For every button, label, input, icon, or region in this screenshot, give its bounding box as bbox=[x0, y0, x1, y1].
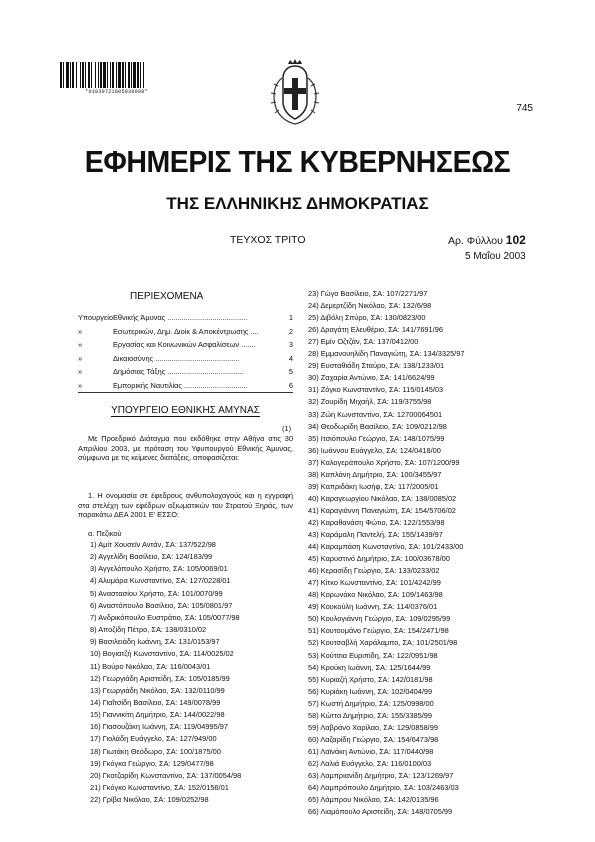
contents-row bbox=[78, 340, 293, 349]
list-item: 44) Καραμπάση Κωνσταντίνο, ΣΑ: 101/2433/00 bbox=[308, 542, 464, 552]
list-item: 41) Καραγιάννη Παναγιώτη, ΣΑ: 154/5706/02 bbox=[308, 505, 456, 515]
list-item: 17) Γιολάδη Ευάγγελο, ΣΑ: 127/949/00 bbox=[90, 734, 217, 744]
gazette-subtitle: ΤΗΣ ΕΛΛΗΝΙΚΗΣ ΔΗΜΟΚΡΑΤΙΑΣ bbox=[166, 194, 429, 213]
list-item: 4) Αλυμάρα Κωνσταντίνο, ΣΑ: 127/0228/01 bbox=[90, 576, 231, 586]
barcode-digits: *01030721805030008* bbox=[85, 89, 148, 95]
list-item: 12) Γεωργιάδη Αριστείδη, ΣΑ: 105/0185/99 bbox=[90, 673, 230, 683]
contents-ministry-prefix: » bbox=[78, 380, 83, 390]
list-item: 42) Καραθανάση Φώτιο, ΣΑ: 122/1553/98 bbox=[308, 517, 445, 527]
contents-ministry-prefix: » bbox=[78, 367, 83, 376]
list-item: 58) Κώττα Δημήτριο, ΣΑ: 155/3385/99 bbox=[308, 710, 432, 720]
ministry-heading bbox=[78, 405, 293, 416]
list-item: 64) Λαμπρόπουλο Δημήτριο, ΣΑ: 103/2463/03 bbox=[308, 783, 459, 793]
list-item: 20) Γκοτζαρίδη Κωνσταντίνο, ΣΑ: 137/0054/98 bbox=[90, 770, 242, 780]
list-item: 9) Βασιλειάδη Ιωάννη, ΣΑ: 131/0153/97 bbox=[90, 637, 220, 647]
list-item: 30) Ζαχαρία Αντώνιο, ΣΑ: 141/6624/99 bbox=[308, 373, 435, 383]
list-item: 59) Λαβράνο Χαρίλαο, ΣΑ: 129/0858/99 bbox=[308, 722, 438, 732]
list-item: 66) Λιαμόπουλο Αριστείδη, ΣΑ: 148/0705/99 bbox=[308, 807, 453, 817]
contents-row bbox=[78, 381, 293, 390]
contents-heading: ΠΕΡΙΕΧΟΜΕΝΑ bbox=[130, 291, 204, 302]
contents-page-number: 6 bbox=[288, 380, 293, 390]
list-item: 35) Ιτσιόπουλο Γεώργιο, ΣΑ: 148/1075/99 bbox=[308, 433, 445, 443]
decision-number: (1) bbox=[282, 424, 292, 433]
contents-ministry-name: Δικαιοσύνης ......................................... bbox=[113, 353, 240, 363]
list-item: 32) Ζουρίδη Μιχαήλ, ΣΑ: 119/3755/98 bbox=[308, 397, 432, 407]
list-item: 23) Γώγο Βασίλειο, ΣΑ: 107/2271/97 bbox=[308, 289, 428, 298]
contents-ministry-prefix: » bbox=[78, 326, 83, 336]
list-item: 57) Κωστή Δημήτριο, ΣΑ: 125/0998/00 bbox=[308, 698, 434, 708]
list-item: 19) Γκόγκα Γεώργιο, ΣΑ: 129/0477/98 bbox=[90, 758, 214, 768]
list-item: 36) Ιωάννου Ευάγγελο, ΣΑ: 124/0418/00 bbox=[308, 445, 441, 455]
gazette-title: ΕΦΗΜΕΡΙΣ ΤΗΣ ΚΥΒΕΡΝΗΣΕΩΣ bbox=[84, 144, 511, 179]
list-item: 25) Διβόλη Σπύρο, ΣΑ: 130/0823/00 bbox=[308, 313, 426, 323]
list-item: 53) Κούτσια Ευριπίδη, ΣΑ: 122/0951/98 bbox=[308, 650, 438, 660]
contents-ministry-name: Εργασίας και Κοινωνικών Ασφαλίσεων ....... bbox=[113, 340, 256, 349]
list-item: 26) Δραγάτη Ελευθέριο, ΣΑ: 141/7691/96 bbox=[308, 325, 443, 335]
contents-row bbox=[78, 367, 293, 376]
list-item: 48) Κορωνάκο Νικόλαο, ΣΑ: 109/1463/98 bbox=[308, 590, 443, 600]
page-number: 745 bbox=[516, 103, 533, 114]
infantry-label: α. Πεζικού bbox=[88, 529, 122, 538]
contents-page-number: 4 bbox=[288, 353, 293, 363]
list-item: 16) Γιασουζάκη Ιωάννη, ΣΑ: 119/04995/97 bbox=[90, 722, 228, 732]
contents-ministry-prefix: » bbox=[78, 353, 83, 363]
list-item: 34) Θεοδωρίδη Βασίλειο, ΣΑ: 109/0212/98 bbox=[308, 421, 447, 431]
sheet-number-label bbox=[448, 233, 526, 247]
list-item: 7) Ανδρικόπουλο Ευστράτιο, ΣΑ: 105/0077/98 bbox=[90, 612, 240, 622]
contents-ministry-prefix: Υπουργείο bbox=[78, 313, 114, 322]
list-item: 3) Αγγελόπουλο Χρήστο, ΣΑ: 105/0069/01 bbox=[90, 564, 228, 574]
list-item: 31) Ζόγκο Κωνσταντίνο, ΣΑ: 115/0145/03 bbox=[308, 385, 444, 395]
list-item: 50) Κουλογιάννη Γεώργιο, ΣΑ: 109/0295/99 bbox=[308, 614, 451, 624]
list-item: 39) Καπριδάκη Ιωσήφ, ΣΑ: 117/2005/01 bbox=[308, 481, 439, 491]
list-item: 6) Αναστόπουλο Βασίλειο, ΣΑ: 105/0801/97 bbox=[90, 600, 233, 610]
list-item: 10) Βογιατζή Κωνσταντίνο, ΣΑ: 114/0025/02 bbox=[90, 649, 234, 659]
list-item: 54) Κρούκη Ιωάννη, ΣΑ: 125/1644/99 bbox=[308, 662, 431, 672]
list-item: 43) Καράμαλη Παντελή, ΣΑ: 155/1439/97 bbox=[308, 530, 443, 539]
barcode bbox=[60, 62, 173, 88]
contents-page-number: 5 bbox=[288, 367, 293, 376]
list-item: 5) Αναστασίου Χρήστο, ΣΑ: 101/0070/99 bbox=[90, 588, 223, 598]
list-item: 8) Αποζίδη Πέτρο, ΣΑ: 138/0310/02 bbox=[90, 625, 207, 635]
appointment-paragraph: 1. Η ονομασία σε έφεδρους ανθυπολοχαγούς και η εγγραφή στα στελέχη των εφέδρων αξιωματικών του Στρατού Ξηράς, των παρακάτω ΔΕΑ 2001 Ε' ΕΣΣΟ: bbox=[78, 491, 293, 519]
decree-paragraph: Με Προεδρικό Διάταγμα που εκδόθηκε στην Αθήνα στις 30 Απριλίου 2003, με πρόταση του Υφυπουργού Εθνικής Άμυνας, σύμφωνα με τις κείμενες διατάξεις, αποφασίζεται: bbox=[78, 434, 293, 462]
list-item: 55) Κυριαζή Χρήστο, ΣΑ: 142/0181/98 bbox=[308, 674, 433, 684]
list-item: 18) Γιωτάκη Θεόδωρο, ΣΑ: 100/1875/00 bbox=[90, 746, 221, 756]
list-item: 62) Λαλιά Ευάγγελο, ΣΑ: 116/0100/03 bbox=[308, 758, 432, 768]
contents-page-number: 3 bbox=[288, 340, 293, 349]
list-item: 13) Γεωργιάδη Νικόλαο, ΣΑ: 132/0110/99 bbox=[90, 685, 225, 695]
list-item: 61) Λαϊνάκη Αντώνιο, ΣΑ: 117/0440/98 bbox=[308, 746, 434, 756]
sheet-label-text: Αρ. Φύλλου bbox=[448, 235, 503, 247]
contents-page-number: 2 bbox=[288, 326, 293, 336]
list-item: 49) Κουκούλη Ιωάννη, ΣΑ: 114/0376/01 bbox=[308, 602, 438, 612]
issue-type: ΤΕΥΧΟΣ ΤΡΙΤΟ bbox=[230, 234, 306, 246]
section-divider bbox=[78, 392, 293, 393]
list-item: 63) Λαμπριανίδη Δημήτριο, ΣΑ: 123/1269/97 bbox=[308, 771, 454, 780]
greek-coat-of-arms-emblem bbox=[266, 58, 324, 128]
contents-ministry-name: Δημόσιας Τάξης ..................................... bbox=[113, 367, 244, 376]
list-item: 28) Εμμανουηλίδη Παναγιώτη, ΣΑ: 134/3325/97 bbox=[308, 349, 465, 359]
list-item: 24) Δεμερτζίδη Νικόλαο, ΣΑ: 132/6/98 bbox=[308, 301, 432, 311]
list-item: 60) Λαζαρίδη Γεώργιο, ΣΑ: 154/6473/98 bbox=[308, 734, 439, 744]
list-item: 29) Ευσταθιάδη Σταύρο, ΣΑ: 138/1233/01 bbox=[308, 361, 445, 371]
contents-page-number: 1 bbox=[288, 313, 293, 322]
list-item: 1) Αμίτ Χουσεϊν Αντάν, ΣΑ: 137/522/98 bbox=[90, 540, 216, 549]
list-item: 21) Γκόγκο Κωνσταντίνο, ΣΑ: 152/0156/01 bbox=[90, 783, 229, 792]
list-item: 46) Κερασίδη Γεώργιο, ΣΑ: 133/0233/02 bbox=[308, 566, 440, 576]
contents-row bbox=[78, 313, 293, 322]
list-item: 11) Βούρο Νικόλαο, ΣΑ: 116/0043/01 bbox=[90, 661, 211, 671]
list-item: 37) Καλογεράπουλο Χρήστο, ΣΑ: 107/1200/99 bbox=[308, 457, 460, 467]
list-item: 52) Κουτσαβλή Χαράλαμπο, ΣΑ: 101/2501/98 bbox=[308, 638, 458, 648]
list-item: 15) Γιαννικίτη Δημήτριο, ΣΑ: 144/0022/98 bbox=[90, 710, 225, 720]
list-item: 38) Καπλάνη Δημήτριο, ΣΑ: 100/3455/97 bbox=[308, 469, 442, 479]
list-item: 47) Κίτκο Κωνσταντίνο, ΣΑ: 101/4242/99 bbox=[308, 578, 441, 588]
sheet-number: 102 bbox=[505, 233, 526, 247]
contents-row bbox=[78, 327, 293, 336]
contents-ministry-name: Εσωτερικών, Δημ. Διοίκ & Αποκέντρωσης .... bbox=[113, 326, 259, 336]
issue-date: 5 Μαΐου 2003 bbox=[465, 251, 526, 262]
list-item: 56) Κυριάκη Ιωάννη, ΣΑ: 102/0404/99 bbox=[308, 686, 433, 696]
contents-row bbox=[78, 354, 293, 363]
list-item: 45) Καρυστινό Δημήτριο, ΣΑ: 100/03678/00 bbox=[308, 554, 450, 564]
list-item: 51) Κουτουμάνο Γεώργιο, ΣΑ: 154/2471/98 bbox=[308, 626, 449, 636]
list-item: 22) Γρίβα Νικόλαο, ΣΑ: 109/0252/98 bbox=[90, 795, 209, 805]
ministry-heading-text: ΥΠΟΥΡΓΕΙΟ ΕΘΝΙΚΗΣ ΑΜΥΝΑΣ bbox=[111, 405, 260, 416]
list-item: 2) Αγγελίδη Βασίλειο, ΣΑ: 124/183/99 bbox=[90, 552, 213, 562]
list-item: 14) Γιαΐτσίδη Βασίλειο, ΣΑ: 149/0078/99 bbox=[90, 697, 221, 707]
list-item: 40) Καραγεωργίου Νικόλαο, ΣΑ: 138/0085/02 bbox=[308, 493, 457, 503]
contents-ministry-prefix: » bbox=[78, 340, 83, 349]
list-item: 65) Λάμπρου Νικόλαο, ΣΑ: 142/0135/96 bbox=[308, 795, 439, 805]
list-item: 33) Ζώη Κωνσταντίνο, ΣΑ: 12700064501 bbox=[308, 409, 443, 419]
contents-ministry-name: Εθνικής Άμυνας ....................................... bbox=[113, 313, 248, 322]
list-item: 27) Εμίν Οζτζάν, ΣΑ: 137/0412/00 bbox=[308, 337, 419, 347]
contents-ministry-name: Εμπορικής Ναυτιλίας ............................... bbox=[113, 380, 248, 390]
